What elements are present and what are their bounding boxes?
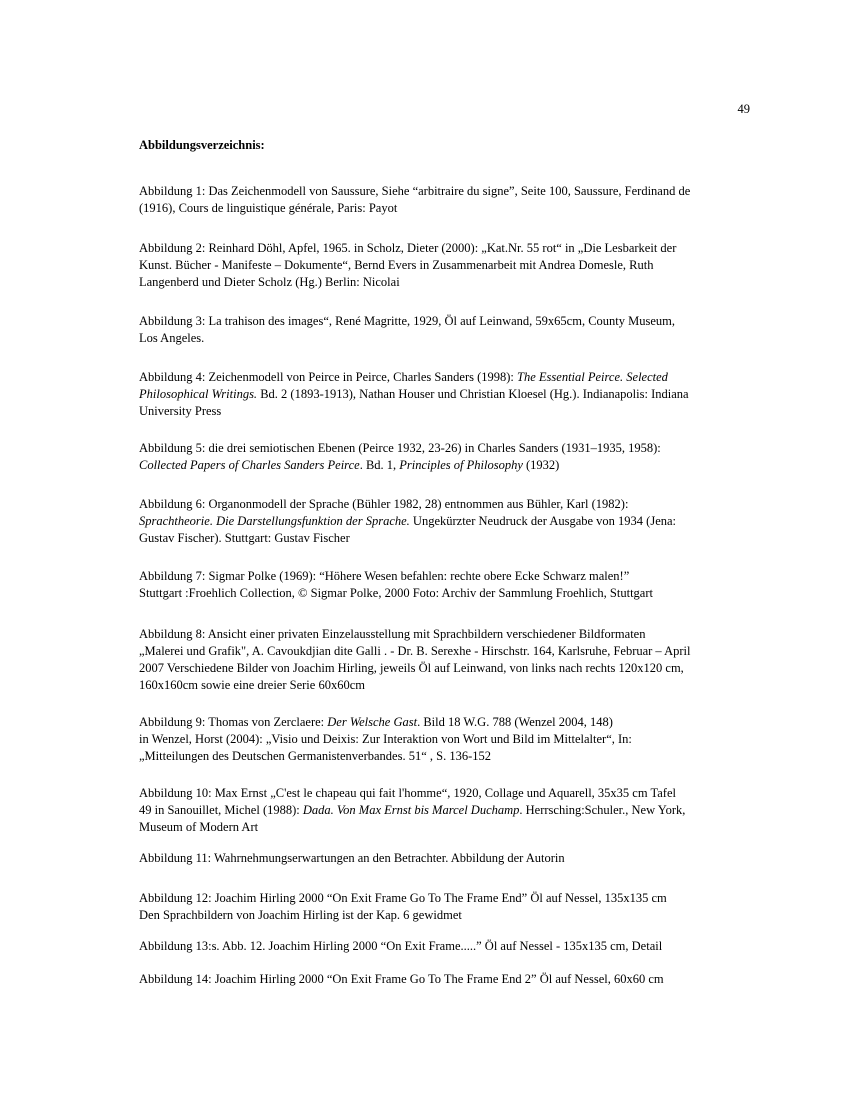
entry-text: . Bd. 1, (359, 458, 400, 472)
entry-line (139, 457, 755, 474)
entry-line: Stuttgart :Froehlich Collection, © Sigmar Polke, 2000 Foto: Archiv der Sammlung Froehlich, Stuttgart (139, 586, 653, 600)
entry-line: Los Angeles. (139, 331, 205, 345)
entry-line: (1916), Cours de linguistique générale, Paris: Payot (139, 201, 398, 215)
entry-title-italic: Collected Papers of Charles Sanders Peirce (139, 458, 360, 472)
figure-entry-4 (139, 369, 755, 420)
entry-line: Abbildung 12: Joachim Hirling 2000 “On Exit Frame Go To The Frame End” Öl auf Nessel, 135x135 cm (139, 891, 667, 905)
entry-line: „Mitteilungen des Deutschen Germanistenverbandes. 51“ , S. 136-152 (139, 749, 491, 763)
entry-line (139, 513, 755, 530)
entry-line: Abbildung 14: Joachim Hirling 2000 “On Exit Frame Go To The Frame End 2” Öl auf Nessel, 60x60 cm (139, 972, 664, 986)
entry-line: Den Sprachbildern von Joachim Hirling ist der Kap. 6 gewidmet (139, 908, 462, 922)
entry-line: Abbildung 2: Reinhard Döhl, Apfel, 1965. in Scholz, Dieter (2000): „Kat.Nr. 55 rot“ in „Die Lesbarkeit der (139, 241, 677, 255)
entry-line: „Malerei und Grafik", A. Cavoukdjian dite Galli . - Dr. B. Serexhe - Hirschstr. 164, Karlsruhe, Februar – April (139, 644, 691, 658)
figure-entry-5 (139, 440, 755, 474)
entry-line: Langenberd und Dieter Scholz (Hg.) Berlin: Nicolai (139, 275, 400, 289)
figure-entry-3 (139, 313, 755, 347)
entry-line (139, 802, 755, 819)
page-heading: Abbildungsverzeichnis: (139, 138, 265, 152)
figure-entry-13 (139, 938, 755, 955)
entry-line: Abbildung 3: La trahison des images“, René Magritte, 1929, Öl auf Leinwand, 59x65cm, County Museum, (139, 314, 676, 328)
entry-line: University Press (139, 404, 222, 418)
figure-entry-8 (139, 626, 755, 694)
entry-title-italic: Dada. Von Max Ernst bis Marcel Duchamp (302, 803, 520, 817)
entry-line: Museum of Modern Art (139, 820, 259, 834)
entry-line: in Wenzel, Horst (2004): „Visio und Deixis: Zur Interaktion von Wort und Bild im Mittelalter“, In: (139, 732, 632, 746)
entry-line: Abbildung 1: Das Zeichenmodell von Saussure, Siehe “arbitraire du signe”, Seite 100, Saussure, Ferdinand de (139, 184, 691, 198)
figure-entry-14 (139, 971, 755, 988)
entry-text: Abbildung 9: Thomas von Zerclaere: (139, 715, 328, 729)
entry-text: 49 in Sanouillet, Michel (1988): (139, 803, 303, 817)
figure-entry-10 (139, 785, 755, 836)
entry-line: 2007 Verschiedene Bilder von Joachim Hirling, jeweils Öl auf Leinwand, von links nach rechts 120x120 cm, (139, 661, 684, 675)
entry-text: Ungekürzter Neudruck der Ausgabe von 1934 (Jena: (409, 514, 677, 528)
figure-entry-7 (139, 568, 755, 602)
entry-line: Abbildung 11: Wahrnehmungserwartungen an den Betrachter. Abbildung der Autorin (139, 851, 565, 865)
entry-line: Abbildung 7: Sigmar Polke (1969): “Höhere Wesen befahlen: rechte obere Ecke Schwarz malen!” (139, 569, 630, 583)
entry-line: 160x160cm sowie eine dreier Serie 60x60cm (139, 678, 365, 692)
entry-text: . Herrsching:Schuler., New York, (519, 803, 686, 817)
page-number: 49 (737, 102, 750, 116)
figure-entry-9 (139, 714, 755, 765)
figure-entry-1 (139, 183, 755, 217)
entry-text: . Bild 18 W.G. 788 (Wenzel 2004, 148) (417, 715, 613, 729)
entry-title-italic: Der Welsche Gast (327, 715, 418, 729)
entry-line: Abbildung 10: Max Ernst „C'est le chapeau qui fait l'homme“, 1920, Collage und Aquarell, 35x35 cm Tafel (139, 786, 676, 800)
entry-text: (1932) (522, 458, 560, 472)
entry-text: Abbildung 4: Zeichenmodell von Peirce in Peirce, Charles Sanders (1998): (139, 370, 518, 384)
entry-line: Abbildung 5: die drei semiotischen Ebenen (Peirce 1932, 23-26) in Charles Sanders (1931–1935, 1958): (139, 441, 661, 455)
figure-entry-12 (139, 890, 755, 924)
figure-entry-6 (139, 496, 755, 547)
entry-line (139, 386, 755, 403)
entry-line: Gustav Fischer). Stuttgart: Gustav Fischer (139, 531, 350, 545)
figure-entry-11 (139, 850, 755, 867)
entry-line: Abbildung 8: Ansicht einer privaten Einzelausstellung mit Sprachbildern verschiedener Bildformaten (139, 627, 646, 641)
entry-line: Abbildung 6: Organonmodell der Sprache (Bühler 1982, 28) entnommen aus Bühler, Karl (1982): (139, 497, 629, 511)
entry-line (139, 714, 755, 731)
entry-title-italic: Philosophical Writings. (139, 387, 258, 401)
entry-title-italic: The Essential Peirce. Selected (517, 370, 668, 384)
entry-title-italic: Sprachtheorie. Die Darstellungsfunktion der Sprache. (139, 514, 410, 528)
entry-line (139, 369, 755, 386)
figure-entry-2 (139, 240, 755, 291)
entry-line: Kunst. Bücher - Manifeste – Dokumente“, Bernd Evers in Zusammenarbeit mit Andrea Domesle, Ruth (139, 258, 654, 272)
entry-line: Abbildung 13:s. Abb. 12. Joachim Hirling 2000 “On Exit Frame.....” Öl auf Nessel - 135x135 cm, Detail (139, 939, 663, 953)
entry-title-italic: Principles of Philosophy (399, 458, 523, 472)
entry-text: Bd. 2 (1893-1913), Nathan Houser und Christian Kloesel (Hg.). Indianapolis: Indiana (257, 387, 689, 401)
